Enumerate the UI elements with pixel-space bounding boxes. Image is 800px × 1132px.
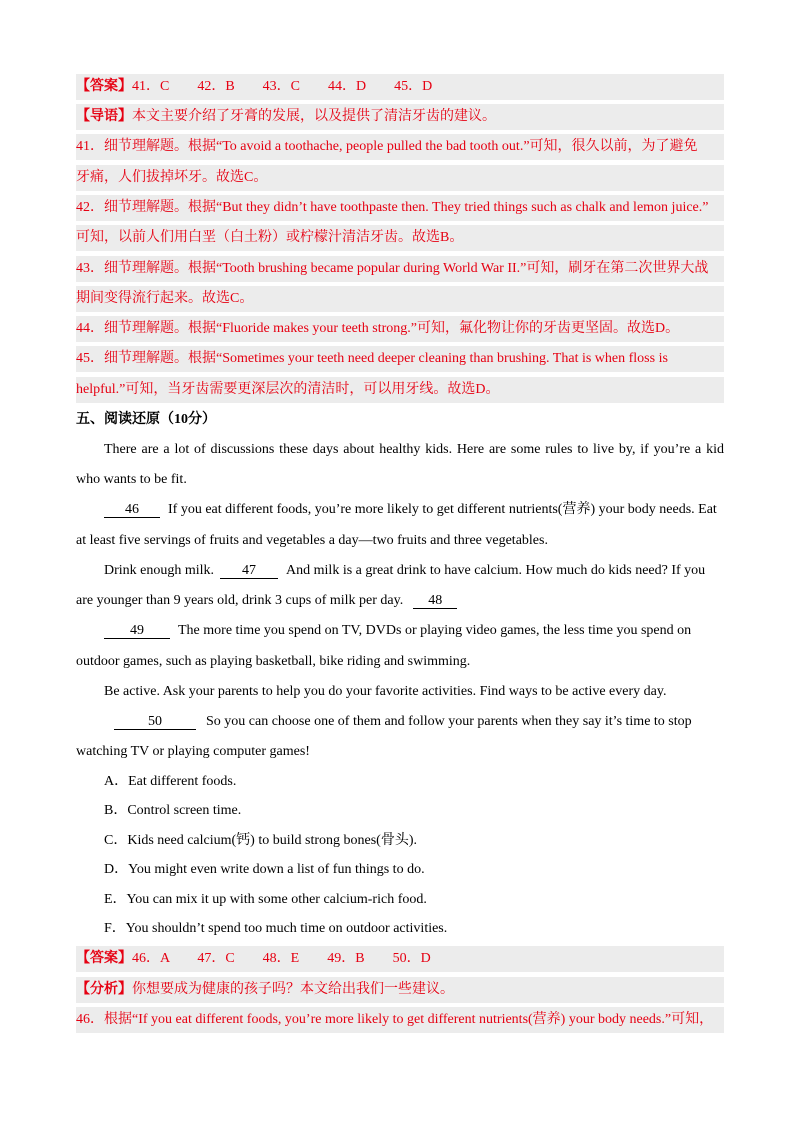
paragraph-5: Be active. Ask your parents to help you do your favorite activities. Find ways to be active every day.	[104, 684, 667, 699]
paragraph-6-line-1	[104, 709, 724, 735]
explanation-line: 牙痛，人们拔掉坏牙。故选C。	[76, 165, 724, 191]
paragraph-4-line-2: outdoor games, such as playing basketball, bike riding and swimming.	[76, 654, 471, 669]
paragraph-2-text: If you eat different foods, you’re more likely to get different nutrients(营养) your body needs. Eat	[168, 502, 717, 517]
answer-line-46-50	[76, 946, 724, 972]
explanation-line: 44．细节理解题。根据“Fluoride makes your teeth strong.”可知，氟化物让你的牙齿更坚固。故选D。	[76, 316, 724, 342]
answer-text: 46．A 47．C 48．E 49．B 50．D	[132, 951, 431, 966]
explanation-line: 期间变得流行起来。故选C。	[76, 286, 724, 312]
section-heading: 五、阅读还原（10分）	[76, 412, 216, 427]
option-d: D．You might even write down a list of fun things to do.	[104, 862, 425, 877]
blank-48[interactable]: 48	[413, 592, 457, 609]
paragraph-2-line-1	[104, 497, 724, 523]
blank-46[interactable]: 46	[104, 501, 160, 518]
analysis-label: 【分析】	[76, 982, 132, 997]
paragraph-4-text: The more time you spend on TV, DVDs or playing video games, the less time you spend on	[178, 623, 692, 638]
guide-line	[76, 104, 724, 130]
explanation-46: 46．根据“If you eat different foods, you’re more likely to get different nutrients(营养) your body needs.”可知，	[76, 1007, 724, 1033]
explanation-line: helpful.”可知，当牙齿需要更深层次的清洁时，可以用牙线。故选D。	[76, 377, 724, 403]
paragraph-1-line-2: who wants to be fit.	[76, 472, 187, 487]
paragraph-4-line-1	[104, 618, 724, 644]
explanation-line: 41．细节理解题。根据“To avoid a toothache, people pulled the bad tooth out.”可知，很久以前，为了避免	[76, 134, 724, 160]
blank-49[interactable]: 49	[104, 622, 170, 639]
option-a: A．Eat different foods.	[104, 774, 237, 789]
answer-label: 【答案】	[76, 79, 132, 94]
blank-47[interactable]: 47	[220, 562, 278, 579]
answer-label: 【答案】	[76, 951, 132, 966]
paragraph-1-line-1: There are a lot of discussions these days about healthy kids. Here are some rules to live by, if you’re a kid	[104, 442, 724, 457]
paragraph-3-line-1	[104, 558, 724, 584]
paragraph-6-text: So you can choose one of them and follow your parents when they say it’s time to stop	[206, 714, 692, 729]
option-b: B．Control screen time.	[104, 803, 242, 818]
option-f: F．You shouldn’t spend too much time on outdoor activities.	[104, 921, 448, 936]
guide-label: 【导语】	[76, 109, 132, 124]
paragraph-3-text: are younger than 9 years old, drink 3 cups of milk per day.	[76, 593, 404, 608]
explanation-line: 42．细节理解题。根据“But they didn’t have toothpaste then. They tried things such as chalk and lemon juice.”	[76, 195, 724, 221]
explanation-line: 43．细节理解题。根据“Tooth brushing became popular during World War II.”可知，刷牙在第二次世界大战	[76, 256, 724, 282]
analysis-text: 你想要成为健康的孩子吗？本文给出我们一些建议。	[132, 982, 454, 997]
paragraph-2-line-2: at least five servings of fruits and vegetables a day—two fruits and three vegetables.	[76, 533, 548, 548]
answer-text: 41．C 42．B 43．C 44．D 45．D	[132, 79, 433, 94]
paragraph-3-pre: Drink enough milk.	[104, 563, 215, 578]
option-e: E．You can mix it up with some other calcium-rich food.	[104, 892, 427, 907]
answer-line-41-45	[76, 74, 724, 100]
guide-text: 本文主要介绍了牙膏的发展，以及提供了清洁牙齿的建议。	[132, 109, 496, 124]
option-c: C．Kids need calcium(钙) to build strong bones(骨头).	[104, 833, 418, 848]
explanation-line: 可知，以前人们用白垩（白土粉）或柠檬汁清洁牙齿。故选B。	[76, 225, 724, 251]
paragraph-6-line-2: watching TV or playing computer games!	[76, 744, 310, 759]
blank-50[interactable]: 50	[114, 713, 196, 730]
analysis-line	[76, 977, 724, 1003]
explanation-line: 45．细节理解题。根据“Sometimes your teeth need deeper cleaning than brushing. That is when floss is	[76, 346, 724, 372]
paragraph-3-line-2	[76, 588, 724, 614]
paragraph-3-post: And milk is a great drink to have calcium. How much do kids need? If you	[286, 563, 706, 578]
